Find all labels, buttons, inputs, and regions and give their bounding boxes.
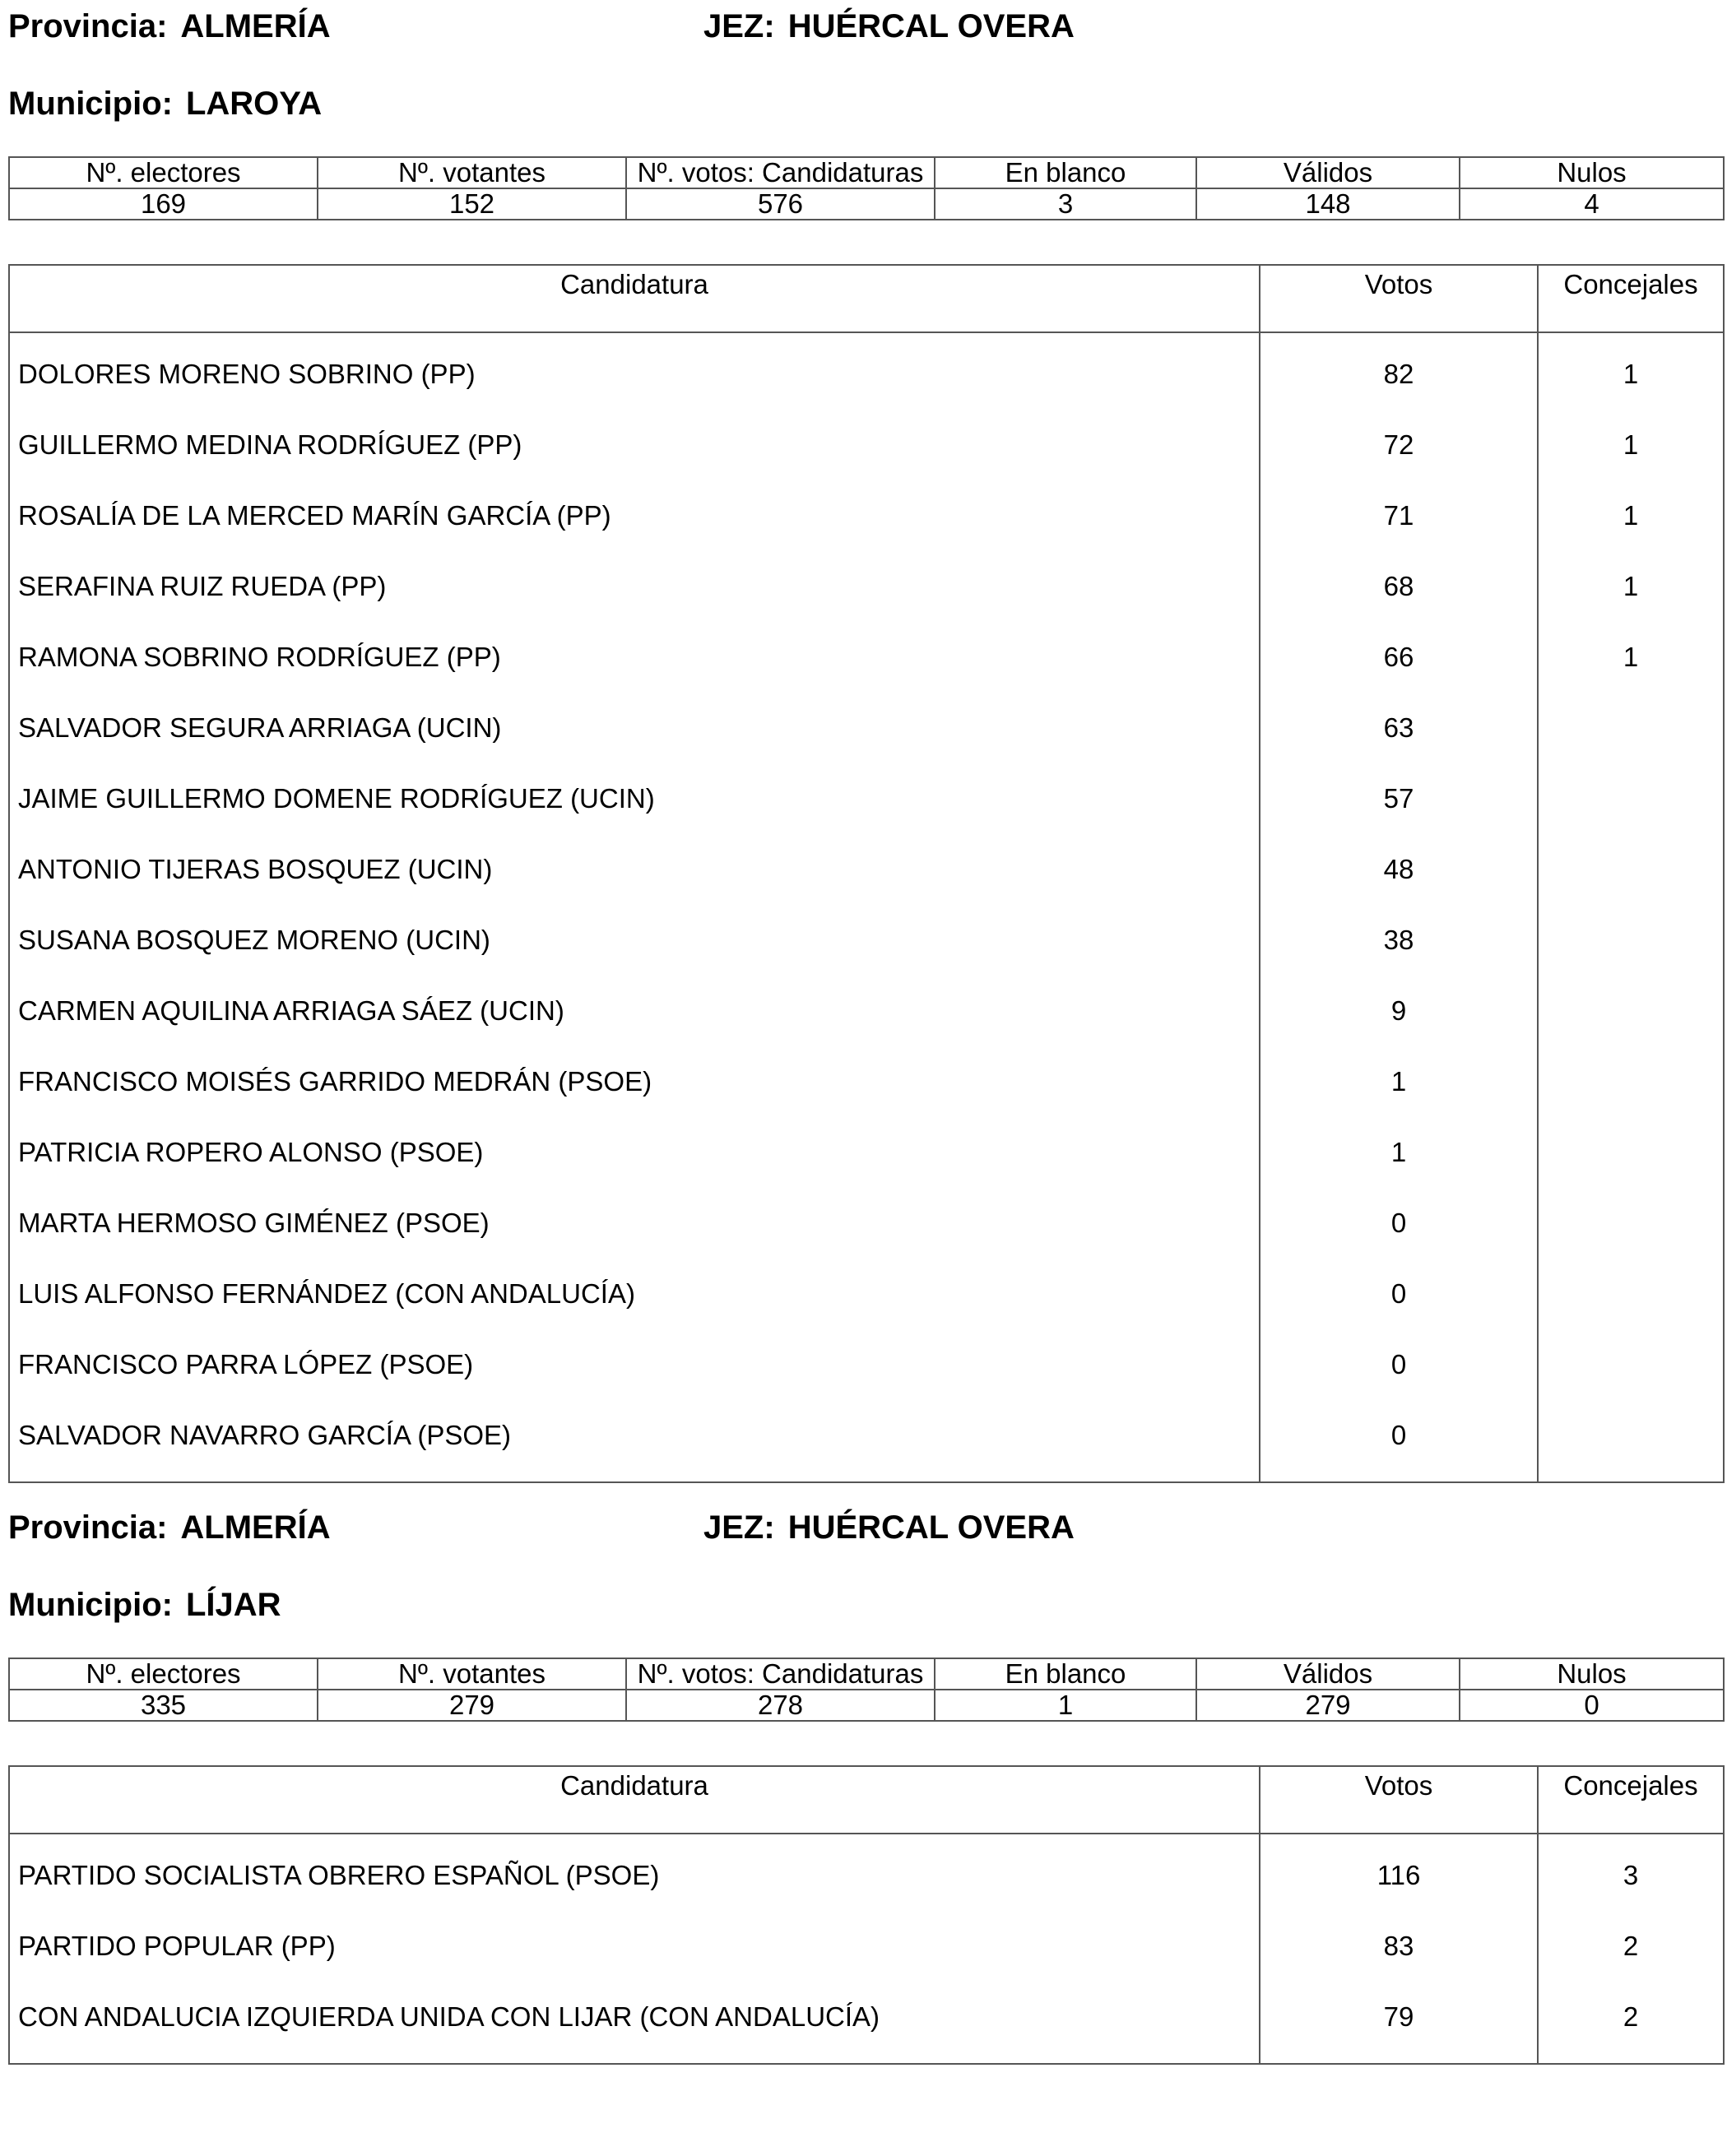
candidate-name: FRANCISCO MOISÉS GARRIDO MEDRÁN (PSOE) bbox=[18, 1066, 652, 1097]
candidate-concejales bbox=[1539, 842, 1723, 912]
value-votantes: 152 bbox=[318, 188, 626, 220]
municipio-value: LAROYA bbox=[185, 86, 323, 122]
summary-table bbox=[8, 156, 1725, 220]
candidate-concejales bbox=[1539, 771, 1723, 842]
header-en-blanco: En blanco bbox=[935, 157, 1196, 188]
candidate-concejales bbox=[1539, 1266, 1723, 1337]
provincia-value: ALMERÍA bbox=[180, 1509, 331, 1546]
value-en-blanco: 1 bbox=[935, 1690, 1196, 1721]
jez-label: JEZ: bbox=[703, 1509, 775, 1546]
header-nulos: Nulos bbox=[1460, 157, 1724, 188]
candidate-votos: 66 bbox=[1383, 642, 1414, 672]
header-concejales: Concejales bbox=[1563, 269, 1698, 299]
candidate-votos: 38 bbox=[1383, 925, 1414, 955]
votos-column bbox=[1260, 1834, 1539, 2063]
candidate-name: DOLORES MORENO SOBRINO (PP) bbox=[18, 359, 476, 389]
candidate-votos: 0 bbox=[1390, 1349, 1407, 1379]
candidate-votos: 48 bbox=[1383, 854, 1414, 884]
candidate-name: FRANCISCO PARRA LÓPEZ (PSOE) bbox=[18, 1349, 474, 1379]
municipio-heading bbox=[8, 84, 322, 123]
candidate-name-column bbox=[10, 333, 1260, 1481]
candidate-concejales: 1 bbox=[1623, 500, 1639, 531]
candidate-votos: 0 bbox=[1390, 1420, 1407, 1450]
header-candidatura: Candidatura bbox=[10, 266, 1260, 332]
summary-value-row bbox=[9, 1690, 1724, 1721]
header-electores: Nº. electores bbox=[9, 157, 318, 188]
candidate-name: MARTA HERMOSO GIMÉNEZ (PSOE) bbox=[18, 1208, 490, 1238]
header-validos: Válidos bbox=[1196, 1658, 1460, 1690]
candidate-concejales bbox=[1539, 1054, 1723, 1124]
concejales-column bbox=[1539, 333, 1723, 1481]
results-table bbox=[8, 264, 1725, 1483]
candidate-concejales: 1 bbox=[1623, 359, 1639, 389]
summary-header-row bbox=[9, 157, 1724, 188]
value-electores: 335 bbox=[9, 1690, 318, 1721]
value-validos: 279 bbox=[1196, 1690, 1460, 1721]
results-table bbox=[8, 1765, 1725, 2065]
candidate-name: LUIS ALFONSO FERNÁNDEZ (CON ANDALUCÍA) bbox=[18, 1278, 635, 1309]
jez-value: HUÉRCAL OVERA bbox=[787, 8, 1075, 44]
municipio-value: LÍJAR bbox=[185, 1587, 281, 1623]
header-votos: Votos bbox=[1260, 266, 1539, 332]
candidate-votos: 71 bbox=[1383, 500, 1414, 531]
municipio-label: Municipio: bbox=[8, 86, 173, 122]
candidate-name: CON ANDALUCIA IZQUIERDA UNIDA CON LIJAR (CON ANDALUCÍA) bbox=[18, 2001, 880, 2032]
value-electores: 169 bbox=[9, 188, 318, 220]
header-candidatura: Candidatura bbox=[10, 1767, 1260, 1833]
header-electores: Nº. electores bbox=[9, 1658, 318, 1690]
concejales-column bbox=[1539, 1834, 1723, 2063]
header-en-blanco: En blanco bbox=[935, 1658, 1196, 1690]
value-nulos: 0 bbox=[1460, 1690, 1724, 1721]
summary-table bbox=[8, 1658, 1725, 1722]
header-votantes: Nº. votantes bbox=[318, 1658, 626, 1690]
candidate-concejales bbox=[1539, 700, 1723, 771]
jez-value: HUÉRCAL OVERA bbox=[787, 1509, 1075, 1546]
candidate-concejales: 1 bbox=[1623, 571, 1639, 601]
jez-label: JEZ: bbox=[703, 8, 775, 44]
candidate-votos: 0 bbox=[1390, 1278, 1407, 1309]
results-body bbox=[10, 333, 1723, 1481]
candidate-name: SALVADOR SEGURA ARRIAGA (UCIN) bbox=[18, 712, 502, 743]
provincia-heading bbox=[8, 1508, 331, 1547]
candidate-votos: 83 bbox=[1383, 1931, 1414, 1961]
candidate-name: ROSALÍA DE LA MERCED MARÍN GARCÍA (PP) bbox=[18, 500, 611, 531]
candidate-concejales: 3 bbox=[1623, 1860, 1639, 1890]
candidate-concejales: 2 bbox=[1623, 2001, 1639, 2032]
candidate-concejales bbox=[1539, 912, 1723, 983]
candidate-name: SUSANA BOSQUEZ MORENO (UCIN) bbox=[18, 925, 490, 955]
candidate-votos: 1 bbox=[1390, 1066, 1407, 1097]
provincia-heading bbox=[8, 7, 331, 46]
results-body bbox=[10, 1834, 1723, 2063]
candidate-votos: 79 bbox=[1383, 2001, 1414, 2032]
candidate-name: PATRICIA ROPERO ALONSO (PSOE) bbox=[18, 1137, 484, 1167]
candidate-name: GUILLERMO MEDINA RODRÍGUEZ (PP) bbox=[18, 429, 522, 460]
candidate-name: RAMONA SOBRINO RODRÍGUEZ (PP) bbox=[18, 642, 501, 672]
provincia-label: Provincia: bbox=[8, 8, 168, 44]
value-votantes: 279 bbox=[318, 1690, 626, 1721]
candidate-name: ANTONIO TIJERAS BOSQUEZ (UCIN) bbox=[18, 854, 493, 884]
value-en-blanco: 3 bbox=[935, 188, 1196, 220]
candidate-votos: 116 bbox=[1376, 1860, 1421, 1890]
candidate-votos: 9 bbox=[1390, 995, 1407, 1026]
header-concejales: Concejales bbox=[1563, 1770, 1698, 1801]
candidate-name: SERAFINA RUIZ RUEDA (PP) bbox=[18, 571, 387, 601]
candidate-votos: 0 bbox=[1390, 1208, 1407, 1238]
header-validos: Válidos bbox=[1196, 157, 1460, 188]
candidate-concejales bbox=[1539, 1407, 1723, 1478]
value-votos-candidaturas: 576 bbox=[626, 188, 935, 220]
candidate-name: JAIME GUILLERMO DOMENE RODRÍGUEZ (UCIN) bbox=[18, 783, 655, 814]
municipio-heading bbox=[8, 1585, 281, 1625]
candidate-concejales bbox=[1539, 983, 1723, 1054]
candidate-votos: 72 bbox=[1383, 429, 1414, 460]
header-votantes: Nº. votantes bbox=[318, 157, 626, 188]
votos-column bbox=[1260, 333, 1539, 1481]
candidate-votos: 63 bbox=[1383, 712, 1414, 743]
jez-heading bbox=[703, 1508, 1075, 1547]
value-nulos: 4 bbox=[1460, 188, 1724, 220]
results-header-row bbox=[10, 1767, 1723, 1834]
candidate-votos: 57 bbox=[1383, 783, 1414, 814]
header-votos: Votos bbox=[1260, 1767, 1539, 1833]
candidate-concejales bbox=[1539, 1337, 1723, 1407]
value-votos-candidaturas: 278 bbox=[626, 1690, 935, 1721]
candidate-votos: 68 bbox=[1383, 571, 1414, 601]
provincia-label: Provincia: bbox=[8, 1509, 168, 1546]
header-nulos: Nulos bbox=[1460, 1658, 1724, 1690]
candidate-name: PARTIDO SOCIALISTA OBRERO ESPAÑOL (PSOE) bbox=[18, 1860, 660, 1890]
candidate-concejales: 2 bbox=[1623, 1931, 1639, 1961]
candidate-name: PARTIDO POPULAR (PP) bbox=[18, 1931, 336, 1961]
municipio-label: Municipio: bbox=[8, 1587, 173, 1623]
header-votos-candidaturas: Nº. votos: Candidaturas bbox=[626, 1658, 935, 1690]
candidate-name: SALVADOR NAVARRO GARCÍA (PSOE) bbox=[18, 1420, 512, 1450]
provincia-value: ALMERÍA bbox=[180, 8, 331, 44]
jez-heading bbox=[703, 7, 1075, 46]
summary-header-row bbox=[9, 1658, 1724, 1690]
candidate-concejales: 1 bbox=[1623, 429, 1639, 460]
value-validos: 148 bbox=[1196, 188, 1460, 220]
header-votos-candidaturas: Nº. votos: Candidaturas bbox=[626, 157, 935, 188]
candidate-name-column bbox=[10, 1834, 1260, 2063]
candidate-name: CARMEN AQUILINA ARRIAGA SÁEZ (UCIN) bbox=[18, 995, 564, 1026]
summary-value-row bbox=[9, 188, 1724, 220]
candidate-concejales bbox=[1539, 1195, 1723, 1266]
candidate-votos: 1 bbox=[1390, 1137, 1407, 1167]
candidate-concejales bbox=[1539, 1124, 1723, 1195]
candidate-concejales: 1 bbox=[1623, 642, 1639, 672]
results-header-row bbox=[10, 266, 1723, 333]
candidate-votos: 82 bbox=[1383, 359, 1414, 389]
